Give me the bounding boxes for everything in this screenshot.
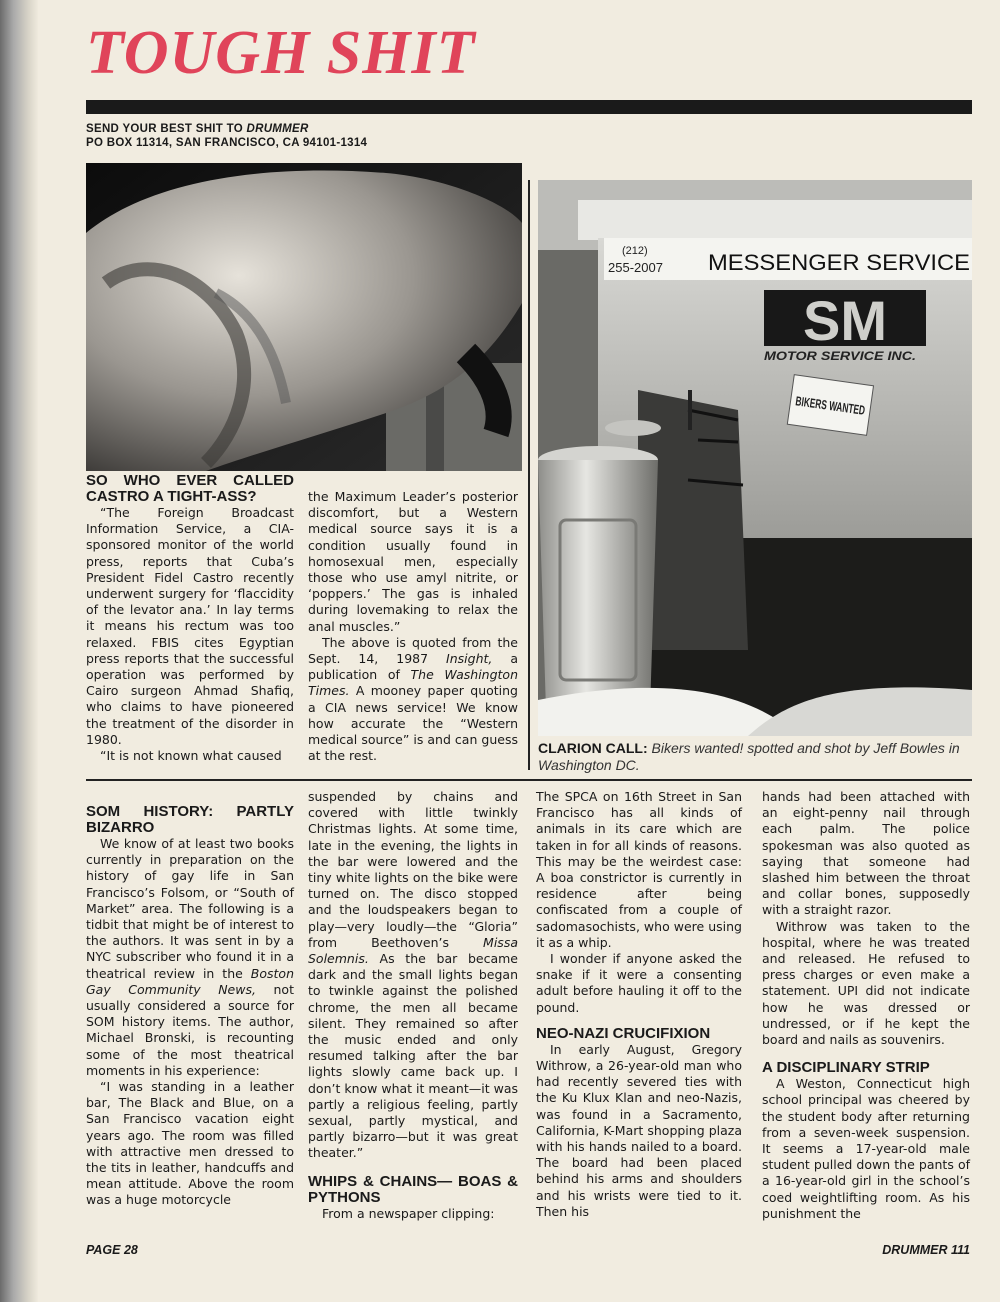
article-som-col2 [308, 789, 518, 1222]
boston-gcn-title: Boston Gay Community News, [86, 965, 294, 997]
binding-gutter [0, 0, 38, 1302]
article-castro-p3: the Maximum Leader’s posterior discomfort, but a Western medical source says it is a condition usually found in homosexual men, especially those who use amyl nitrite, or ‘poppers.’ The gas is inhaled during lovemaking to relax the anal muscles.” [308, 489, 518, 634]
sign-bikers-wanted: BIKERS WANTED [794, 393, 905, 424]
masthead-rule [86, 100, 972, 114]
article-castro-p4: The above is quoted from the Sept. 14, 1987 Insight, a publication of The Washington Times. A mooney paper quoting a CIA news service! We know how accurate the “Western medical source” is and can guess at the rest. [308, 634, 519, 764]
article-whips-p1-start: From a newspaper clipping: [322, 1205, 495, 1221]
washington-times-title: The Washington Times. [308, 667, 519, 699]
photo-messenger-sign-image [538, 180, 972, 736]
article-whips-p2: I wonder if anyone asked the snake if it were a consenting adult before hauling it off to the pound. [536, 951, 742, 1015]
article-som-col1 [86, 804, 294, 1209]
submission-line-2: PO BOX 11314, SAN FRANCISCO, CA 94101-1314 [86, 137, 368, 149]
article-castro-col2 [308, 489, 518, 764]
sign-phone: 255-2007 [608, 260, 663, 275]
photo-torso [86, 163, 522, 471]
sign-area-code: (212) [622, 245, 648, 257]
article-castro-p1: “The Foreign Broadcast Information Service, a CIA-sponsored monitor of the world press, reports that Cuba’s President Fidel Castro recently underwent surgery for ‘flaccidity of the levator ana.’ In lay terms it means his rectum was too relaxed. FBIS cites Egyptian press reports that the successful operation was performed by Cairo surgeon Ahmad Shafiq, who claims to have pioneered the treatment of the disorder in 1980. [86, 505, 294, 747]
section-rule [86, 779, 972, 781]
article-som-heading: SOM HISTORY: PARTLY BIZARRO [86, 803, 294, 836]
article-som-p2: “I was standing in a leather bar, The Black and Blue, on a San Francisco vacation eight years ago. The room was filled with attractive men dressed to the tits in leather, handcuffs and mean attitude. Above the room was a huge motorcycle [86, 1079, 294, 1208]
article-castro-heading: SO WHO EVER CALLED CASTRO A TIGHT-ASS? [86, 472, 294, 505]
article-nazi-p2: Withrow was taken to the hospital, where he was treated and released. He refused to press charges or even make a statement. UPI did not indicate how he was dressed or undressed, or if he kept the board and nails as souvenirs. [762, 918, 970, 1048]
caption-label: CLARION CALL: [538, 740, 648, 756]
sign-motor: MOTOR SERVICE INC. [764, 349, 916, 363]
issue-label: DRUMMER 111 [882, 1243, 970, 1257]
article-nazi-col4 [762, 789, 970, 1222]
article-nazi-p1: In early August, Gregory Withrow, a 26-year-old man who had recently severed ties with the Ku Klux Klan and neo-Nazis, was found in a Sacramento, California, K-Mart shopping plaza with his hands nailed to a board. The board had been placed behind his arms and shoulders and his wrists were tied to it. Then his [536, 1041, 742, 1219]
article-strip-heading: A DISCIPLINARY STRIP [762, 1059, 930, 1077]
article-som-p1: We know of at least two books currently in preparation on the history of gay life in San Francisco’s Folsom, or “South of Market” area. The following is a tidbit that might be of interest to the authors. It was sent in by a NYC subscriber who found it in a theatrical review in the Boston Gay Community News, not usually considered a source for SOM history items. The author, Michael Bronski, is recounting some of the most theatrical moments in his experience: [86, 836, 294, 1078]
article-som-p3: suspended by chains and covered with little twinkly Christmas lights. At some time, late in the evening, the lights in the bar were lowered and the tiny white lights on the bike were turned on. The disco stopped and the loudspeakers began to play—very loudly—the “Gloria” from Beethoven’s Missa Solemnis. As the bar became dark and the small lights began to twinkle against the polished chrome, the men all became silent. They remained so after the music ended and only resumed talking after the bar lights slowly came back up. I don’t know what it meant—it was partly a religious feeling, partly sexual, partly mystical, and partly bizarro—but it was great theater.” [308, 789, 518, 1161]
article-castro-col1 [86, 473, 294, 764]
article-nazi-p1-cont: hands had been attached with an eight-penny nail through each palm. The police spokesman was also quoted as saying that someone had slashed him between the throat and collar bones, supposedly with a straight razor. [762, 789, 970, 918]
magazine-name: DRUMMER [246, 123, 309, 135]
sign-banner: MESSENGER SERVICE [708, 250, 970, 275]
photo-messenger-sign [538, 180, 972, 736]
article-whips-col3 [536, 789, 742, 1220]
caption-text: Bikers wanted! spotted and shot by Jeff Bowles in Washington DC. [538, 740, 960, 773]
masthead: TOUGH SHIT [86, 19, 476, 87]
article-castro-p2: “It is not known what caused [100, 748, 282, 764]
sign-logo: SM [803, 289, 887, 352]
photo-torso-image [86, 163, 522, 471]
page-number: PAGE 28 [86, 1243, 138, 1257]
article-strip-p1: A Weston, Connecticut high school principal was cheered by the student body after returning from a seven-week suspension. It seems a 17-year-old male student pulled down the pants of a 16-year-old girl in the school’s coed weightlifting room. As his punishment the [762, 1076, 970, 1221]
article-nazi-heading: NEO-NAZI CRUCIFIXION [536, 1024, 711, 1042]
missa-solemnis-title: Missa Solemnis. [308, 934, 518, 967]
article-whips-p1: The SPCA on 16th Street in San Francisco has all kinds of animals in its care which are taken in for all kinds of reasons. This may be the weirdest case: A boa constrictor is currently in residence after being confiscated from a couple of sadomasochists, who were using it as a whip. [536, 789, 742, 950]
column-divider [528, 180, 530, 770]
insight-title: Insight, [446, 651, 493, 667]
article-whips-heading: WHIPS & CHAINS— BOAS & PYTHONS [308, 1172, 518, 1206]
submission-address [86, 122, 367, 150]
submission-line-1: SEND YOUR BEST SHIT TO DRUMMER [86, 123, 309, 135]
photo-caption [538, 740, 972, 774]
